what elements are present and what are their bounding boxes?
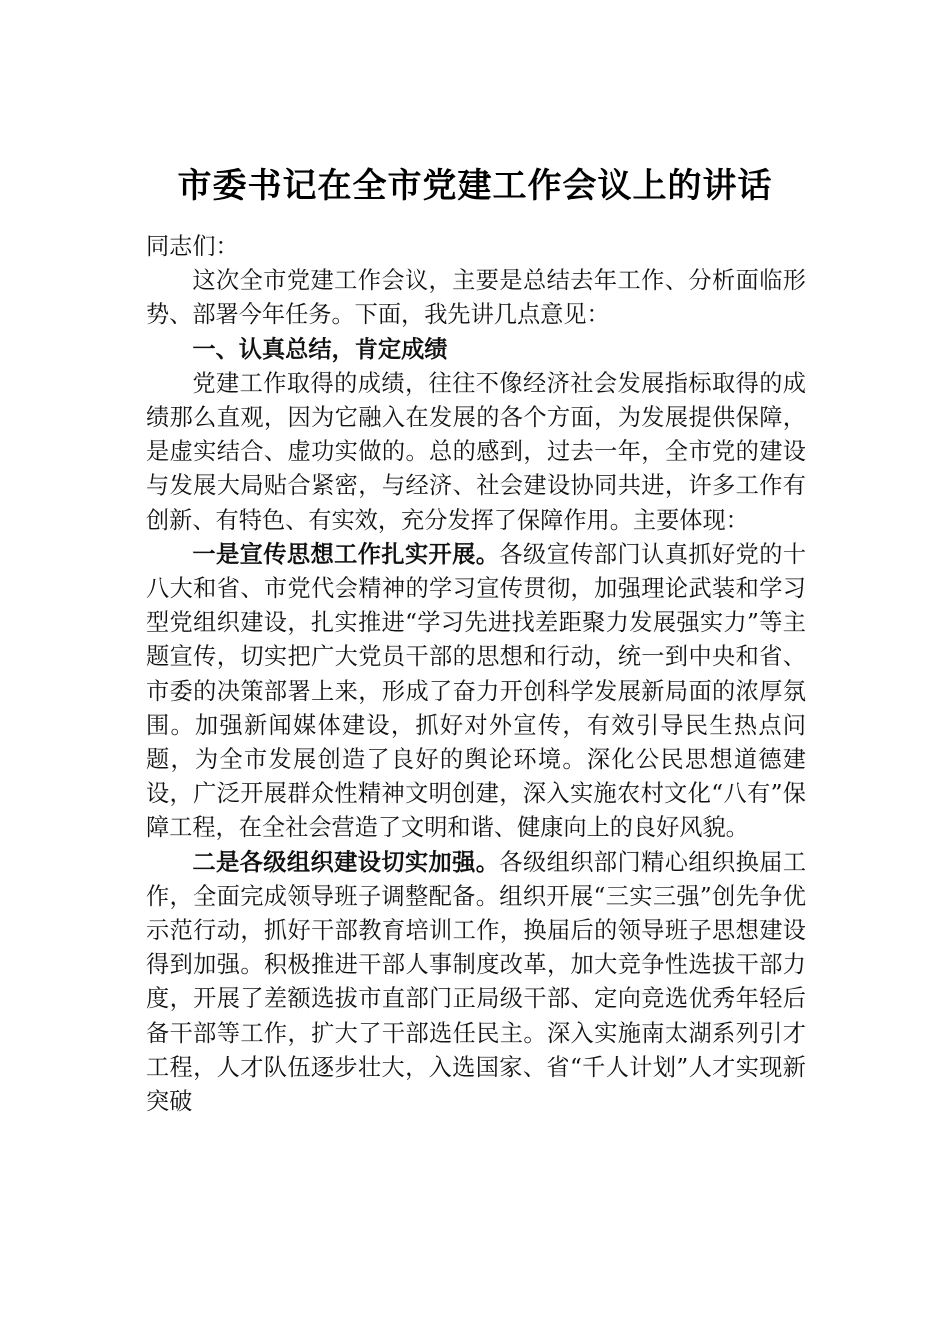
- point2-lead: 二是各级组织建设切实加强。: [192, 848, 500, 876]
- point1-lead: 一是宣传思想工作扎实开展。: [192, 540, 500, 568]
- salutation: 同志们：: [146, 233, 239, 260]
- point2-text: 各级组织部门精心组织换届工作，全面完成领导班子调整配备。组织开展“三实三强”创先争优示范行动，抓好干部教育培训工作，换届后的领导班子思想建设得到加强。积极推进干部人事制度改革，加大竞争性选拔干部力度，开展了差额选拔市直部门正局级干部、定向竞选优秀年轻后备干部等工作，扩大了干部选任民主。深入实施南太湖系列引才工程，人才队伍逐步壮大，入选国家、省“千人计划”人才实现新突破: [146, 848, 807, 1116]
- section-heading-1: 一、认真总结，肯定成绩: [192, 335, 448, 363]
- point1-paragraph: [146, 538, 806, 846]
- point2-paragraph: [146, 846, 806, 1120]
- document-title: 市委书记在全市党建工作会议上的讲话: [177, 166, 773, 206]
- section1-paragraph: 党建工作取得的成绩，往往不像经济社会发展指标取得的成绩那么直观，因为它融入在发展的各个方面，为发展提供保障，是虚实结合、虚功实做的。总的感到，过去一年，全市党的建设与发展大局贴合紧密，与经济、社会建设协同共进，许多工作有创新、有特色、有实效，充分发挥了保障作用。主要体现：: [146, 369, 806, 534]
- intro-paragraph: 这次全市党建工作会议，主要是总结去年工作、分析面临形势、部署今年任务。下面，我先讲几点意见：: [146, 267, 806, 329]
- document-body: [146, 230, 806, 1119]
- point1-text: 各级宣传部门认真抓好党的十八大和省、市党代会精神的学习宣传贯彻，加强理论武装和学习型党组织建设，扎实推进“学习先进找差距聚力发展强实力”等主题宣传，切实把广大党员干部的思想和行动，统一到中央和省、市委的决策部署上来，形成了奋力开创科学发展新局面的浓厚氛围。加强新闻媒体建设，抓好对外宣传，有效引导民生热点问题，为全市发展创造了良好的舆论环境。深化公民思想道德建设，广泛开展群众性精神文明创建，深入实施农村文化“八有”保障工程，在全社会营造了文明和谐、健康向上的良好风貌。: [146, 540, 807, 842]
